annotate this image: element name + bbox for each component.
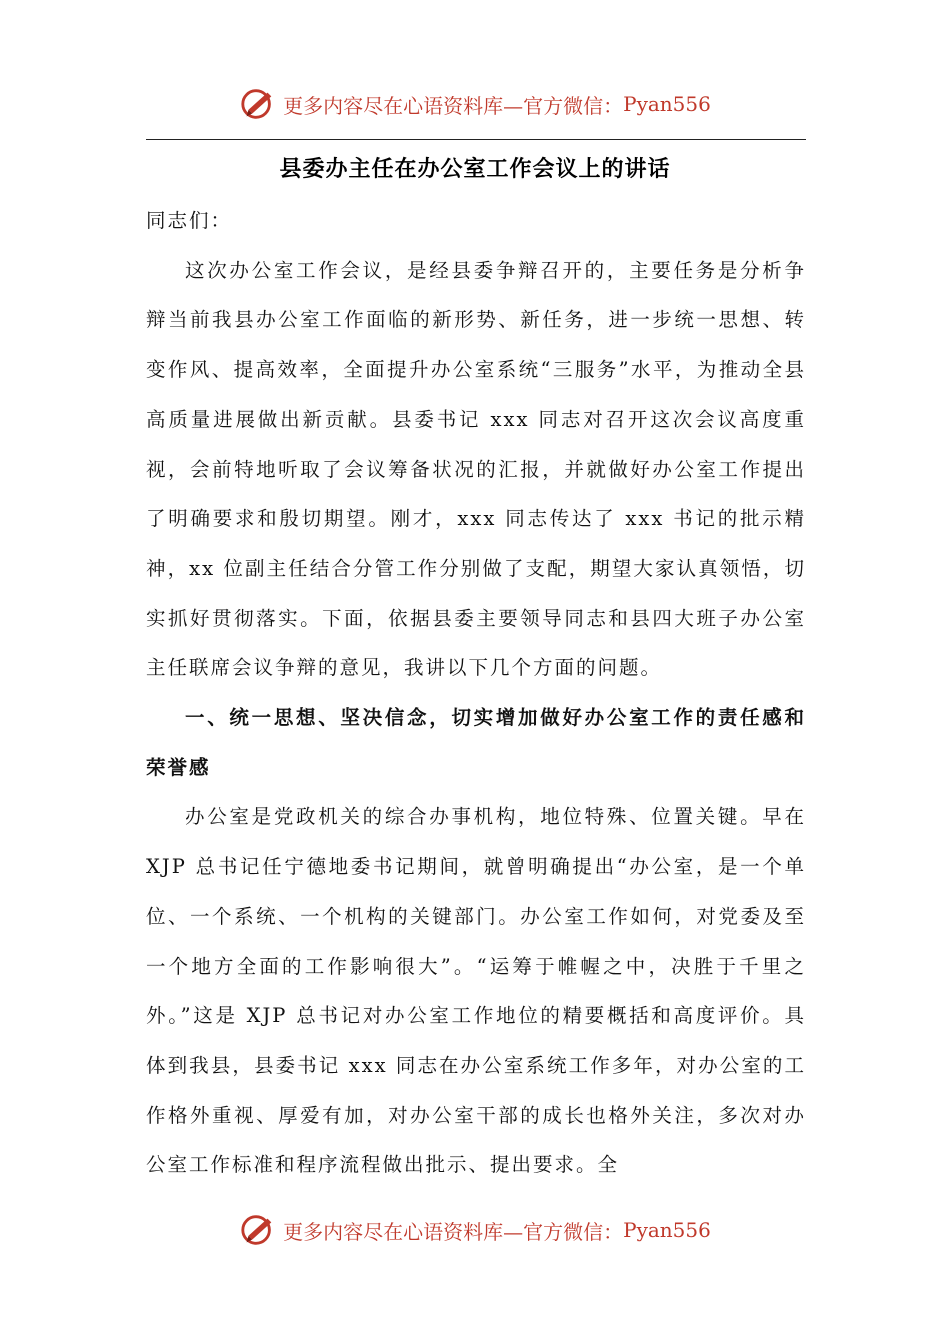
footer-banner <box>0 1208 950 1252</box>
intro-paragraph: 这次办公室工作会议，是经县委争辩召开的，主要任务是分析争辩当前我县办公室工作面临的新形势、新任务，进一步统一思想、转变作风、提高效率，全面提升办公室系统“三服务”水平，为推动全县高质量进展做出新贡献。县委书记 xxx 同志对召开这次会议高度重视，会前特地听取了会议筹备状况的汇报，并就做好办公室工作提出了明确要求和殷切期望。刚才，xxx 同志传达了 xxx 书记的批示精神，xx 位副主任结合分管工作分别做了支配，期望大家认真领悟，切实抓好贯彻落实。下面，依据县委主要领导同志和县四大班子办公室主任联席会议争辩的意见，我讲以下几个方面的问题。 <box>146 258 806 680</box>
banner-wechat-id: Pyan556 <box>623 92 711 116</box>
header-banner <box>0 82 950 126</box>
section-heading: 一、统一思想、坚决信念，切实增加做好办公室工作的责任感和荣誉感 <box>146 706 806 779</box>
banner-brand-text: 更多内容尽在心语资料库—官方微信： <box>283 1219 624 1244</box>
pen-logo-icon <box>239 1211 277 1249</box>
banner-brand-text: 更多内容尽在心语资料库—官方微信： <box>283 93 624 118</box>
document-body <box>146 196 806 1190</box>
banner-wechat-id: Pyan556 <box>623 1218 711 1242</box>
document-title: 县委办主任在办公室工作会议上的讲话 <box>279 157 671 182</box>
pen-logo-icon <box>239 85 277 123</box>
section-paragraph: 办公室是党政机关的综合办事机构，地位特殊、位置关键。早在 XJP 总书记任宁德地委书记期间，就曾明确提出“办公室，是一个单位、一个系统、一个机构的关键部门。办公室工作如何，对党委及至一个地方全面的工作影响很大”。“运筹于帷幄之中，决胜于千里之外。”这是 XJP 总书记对办公室工作地位的精要概括和高度评价。具体到我县，县委书记 xxx 同志在办公室系统工作多年，对办公室的工作格外重视、厚爱有加，对办公室干部的成长也格外关注，多次对办公室工作标准和程序流程做出批示、提出要求。全 <box>146 805 806 1177</box>
salutation: 同志们： <box>146 209 233 232</box>
header-divider <box>146 139 806 140</box>
